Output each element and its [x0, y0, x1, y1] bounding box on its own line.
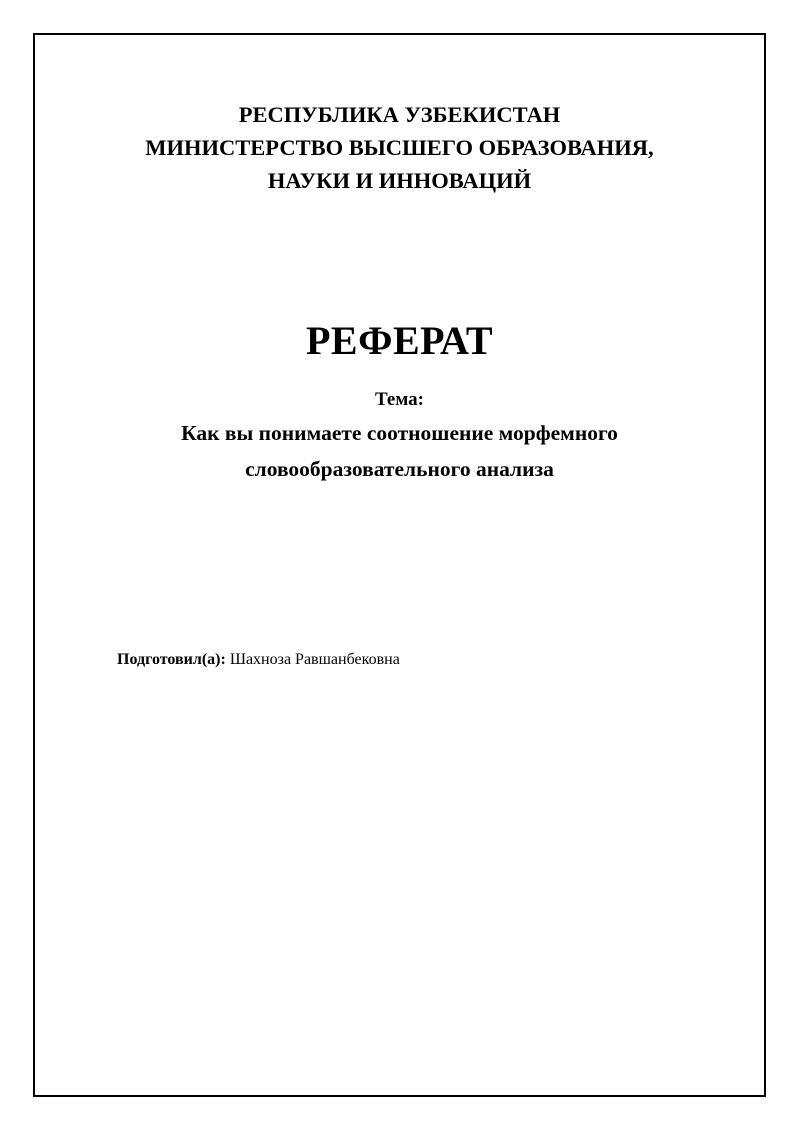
- ministry-name-line-2: НАУКИ И ИННОВАЦИЙ: [267, 168, 532, 193]
- institution-header: [35, 98, 764, 197]
- author-name: Шахноза Равшанбековна: [229, 651, 400, 668]
- page-border: [33, 33, 766, 1097]
- topic-title-line-2: словообразовательного анализа: [245, 457, 554, 481]
- topic-title-line-1: Как вы понимаете соотношение морфемного: [181, 421, 618, 445]
- author-line: [117, 649, 400, 671]
- topic-block: [35, 386, 764, 486]
- document-title: РЕФЕРАТ: [305, 318, 493, 363]
- country-name: РЕСПУБЛИКА УЗБЕКИСТАН: [238, 102, 561, 127]
- ministry-name-line-1: МИНИСТЕРСТВО ВЫСШЕГО ОБРАЗОВАНИЯ,: [145, 135, 654, 160]
- author-label: Подготовил(а):: [117, 651, 226, 668]
- topic-label: Тема:: [374, 389, 425, 410]
